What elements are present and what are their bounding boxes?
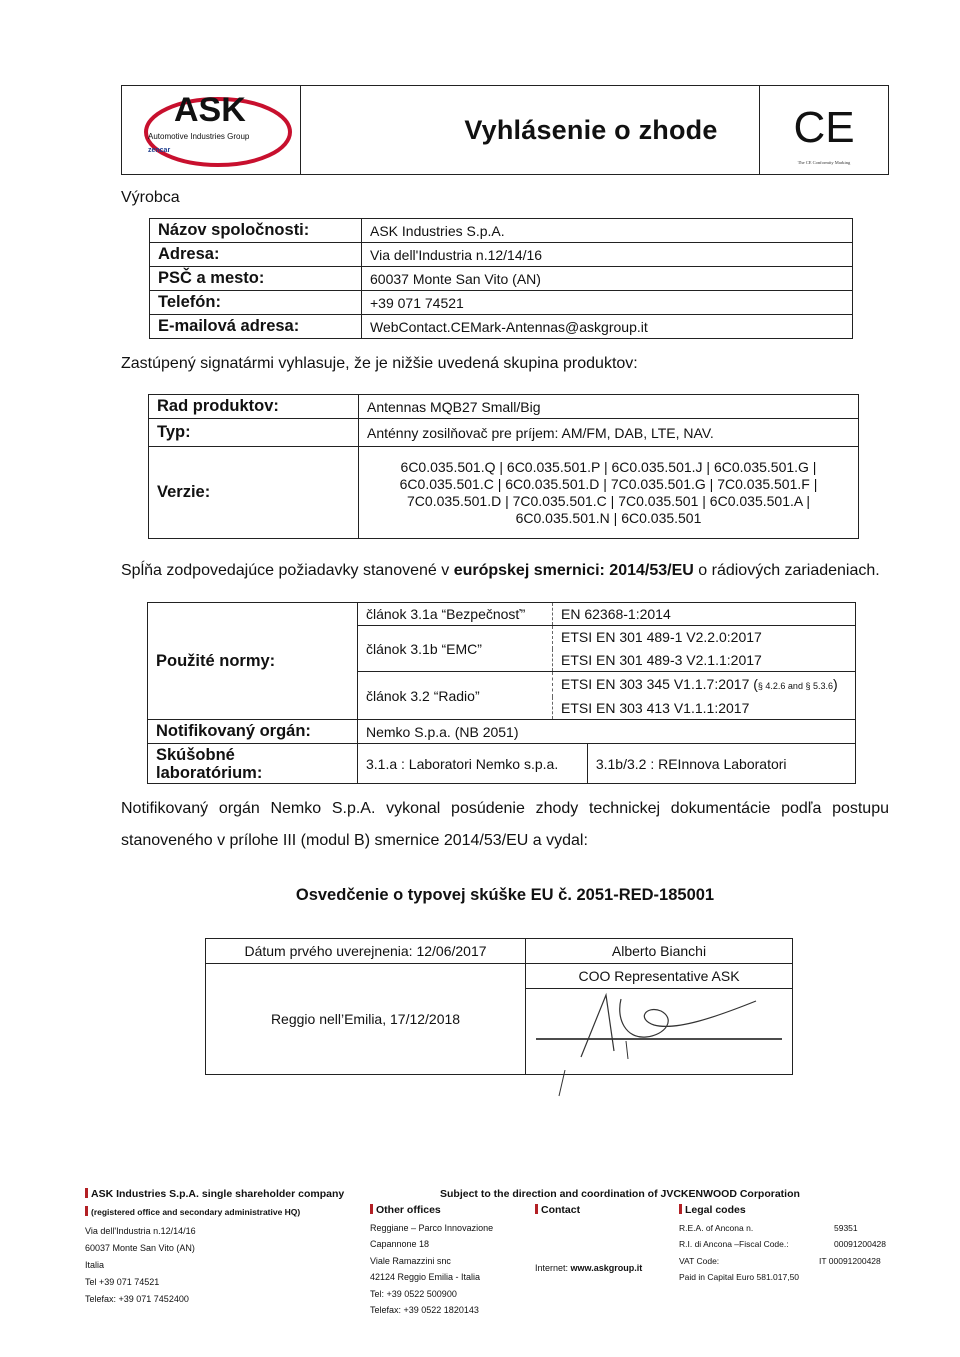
- email-value: WebContact.CEMark-Antennas@askgroup.it: [362, 315, 853, 339]
- footer-other-offices: [370, 1202, 530, 1319]
- footer-line: Viale Ramazzini snc: [370, 1255, 451, 1266]
- table-row: [150, 267, 853, 291]
- ask-logo: [122, 86, 301, 174]
- legal-value: 59351: [834, 1222, 858, 1233]
- footer-legal: [679, 1202, 894, 1286]
- table-row: [149, 447, 859, 539]
- legal-key: R.E.A. of Ancona n.: [679, 1222, 754, 1233]
- company-name-label: Názov spoločnosti:: [150, 219, 362, 243]
- ce-caption: The CE Conformity Marking: [797, 160, 851, 165]
- manufacturer-table: [149, 218, 853, 339]
- signature-tail-icon: [555, 1070, 575, 1100]
- product-table: [148, 394, 859, 539]
- compliance-prefix: Spĺňa zodpovedajúce požiadavky stanovené v: [121, 562, 450, 579]
- standard-radio-2: ETSI EN 303 413 V1.1.1:2017: [553, 697, 856, 720]
- logo-brand: zencar: [148, 147, 171, 154]
- footer-company: [85, 1186, 375, 1308]
- document-header: [121, 85, 889, 175]
- footer-legal-title: Legal codes: [685, 1204, 746, 1216]
- versions-line: 6C0.035.501.N | 6C0.035.501: [515, 509, 702, 526]
- footer-line: Reggiane – Parco Innovazione: [370, 1222, 494, 1233]
- footer-line: Telefax: +39 0522 1820143: [370, 1305, 479, 1315]
- table-row: [148, 603, 856, 626]
- footer-line: Telefax: +39 071 7452400: [85, 1294, 189, 1304]
- versions-value: [359, 447, 859, 539]
- footer-company-subtitle: (registered office and secondary administrative HQ): [91, 1206, 301, 1217]
- footer-line: Tel: +39 0522 500900: [370, 1288, 457, 1299]
- address-value: Via dell'Industria n.12/14/16: [362, 243, 853, 267]
- footer-line: 60037 Monte San Vito (AN): [85, 1243, 195, 1253]
- type-label: Typ:: [149, 419, 359, 447]
- footer-internet-label: Internet:: [535, 1262, 569, 1273]
- manufacturer-section-label: Výrobca: [121, 189, 180, 206]
- test-lab-label-line: laboratórium:: [156, 763, 263, 782]
- place-and-date: Reggio nell’Emilia, 17/12/2018: [206, 964, 526, 1075]
- logo-subtitle: Automotive Industries Group: [148, 132, 250, 141]
- table-row: [150, 315, 853, 339]
- company-name-value: ASK Industries S.p.A.: [362, 219, 853, 243]
- standard-radio-1: [553, 672, 856, 697]
- test-lab-label-line: Skúšobné: [156, 745, 235, 764]
- page-title: Vyhlásenie o zhode: [464, 114, 718, 145]
- phone-value: +39 071 74521: [362, 291, 853, 315]
- table-row: [149, 419, 859, 447]
- standard-radio-1-sections: § 4.2.6 and § 5.3.6: [757, 681, 833, 692]
- table-row: [148, 720, 856, 744]
- ask-logo-icon: [122, 86, 300, 174]
- table-row: [150, 291, 853, 315]
- legal-key: R.I. di Ancona –Fiscal Code.:: [679, 1239, 789, 1249]
- email-label: E-mailová adresa:: [150, 315, 362, 339]
- test-lab-value-2: 3.1b/3.2 : REInnova Laboratori: [587, 744, 855, 784]
- standard-radio-1-end: ): [832, 676, 838, 693]
- footer-legal-row: [679, 1236, 894, 1253]
- compliance-text: [121, 562, 880, 580]
- table-row: [149, 395, 859, 419]
- versions-line: 6C0.035.501.Q | 6C0.035.501.P | 6C0.035.501.J | 6C0.035.501.G |: [400, 458, 817, 475]
- standard-safety: EN 62368-1:2014: [553, 603, 856, 626]
- zip-city-value: 60037 Monte San Vito (AN): [362, 267, 853, 291]
- footer-contact-title: Contact: [541, 1204, 581, 1216]
- footer-legal-row: [679, 1253, 894, 1270]
- footer-legal-row: [679, 1269, 894, 1286]
- standard-emc-1: ETSI EN 301 489-1 V2.2.0:2017: [553, 626, 856, 649]
- table-row: [150, 219, 853, 243]
- ce-mark-text: CE: [793, 103, 855, 152]
- footer-line: 42124 Reggio Emilia - Italia: [370, 1272, 481, 1282]
- product-range-value: Antennas MQB27 Small/Big: [359, 395, 859, 419]
- compliance-suffix: o rádiových zariadeniach.: [698, 562, 880, 579]
- test-lab-value-1: 3.1.a : Laboratori Nemko s.p.a.: [358, 744, 588, 784]
- product-range-label: Rad produktov:: [149, 395, 359, 419]
- phone-label: Telefón:: [150, 291, 362, 315]
- signature-table: [205, 938, 793, 1075]
- standard-radio-1-main: ETSI EN 303 345 V1.1.7:2017 (: [561, 676, 758, 693]
- versions-line: 7C0.035.501.D | 7C0.035.501.C | 7C0.035.501 | 6C0.035.501.A |: [407, 492, 810, 509]
- footer-subject: [440, 1186, 800, 1204]
- footer-line: Via dell'Industria n.12/14/16: [85, 1226, 196, 1236]
- standard-emc-3: ETSI EN 301 489-3 V2.1.1:2017: [553, 649, 856, 672]
- footer-offices-title: Other offices: [376, 1204, 441, 1216]
- test-lab-label: [148, 744, 358, 784]
- notified-text-line-2: stanoveného v prílohe III (modul B) smernice 2014/53/EU a vydal:: [121, 832, 588, 849]
- legal-value: 00091200428: [834, 1239, 887, 1249]
- table-row: [206, 939, 793, 964]
- compliance-directive: európskej smernici: 2014/53/EU: [453, 562, 694, 579]
- footer-line: Tel +39 071 74521: [85, 1277, 160, 1287]
- first-publication-date: Dátum prvého uverejnenia: 12/06/2017: [206, 939, 526, 964]
- legal-value: IT 00091200428: [819, 1255, 881, 1266]
- certificate-number: Osvedčenie o typovej skúške EU č. 2051-RED-185001: [295, 886, 715, 904]
- notified-body-value: Nemko S.p.a. (NB 2051): [358, 720, 856, 744]
- notified-body-label: Notifikovaný orgán:: [148, 720, 358, 744]
- address-label: Adresa:: [150, 243, 362, 267]
- footer-company-title: ASK Industries S.p.A. single shareholder company: [91, 1188, 345, 1200]
- logo-text: ASK: [174, 91, 246, 129]
- standards-label: Použité normy:: [148, 603, 358, 720]
- footer-line: Capannone 18: [370, 1239, 430, 1249]
- signature-icon: [526, 989, 792, 1069]
- footer-line: Italia: [85, 1260, 105, 1270]
- signature-field: [526, 989, 793, 1075]
- zip-city-label: PSČ a mesto:: [150, 267, 362, 291]
- legal-key: VAT Code:: [679, 1255, 720, 1266]
- table-row: [150, 243, 853, 267]
- table-row: [148, 744, 856, 784]
- footer-subject-text: Subject to the direction and coordination of JVCKENWOOD Corporation: [440, 1188, 800, 1200]
- signer-name: Alberto Bianchi: [526, 939, 793, 964]
- article-radio: článok 3.2 “Radio”: [358, 672, 553, 720]
- footer-website-link[interactable]: www.askgroup.it: [570, 1262, 643, 1273]
- footer-contact: [535, 1202, 675, 1276]
- type-value: Anténny zosilňovač pre príjem: AM/FM, DAB, LTE, NAV.: [359, 419, 859, 447]
- footer-legal-row: [679, 1220, 894, 1237]
- versions-line: 6C0.035.501.C | 6C0.035.501.D | 7C0.035.501.G | 7C0.035.501.F |: [399, 475, 818, 492]
- article-emc: článok 3.1b “EMC”: [358, 626, 553, 672]
- declaration-text: Zastúpený signatármi vyhlasuje, že je nižšie uvedená skupina produktov:: [121, 355, 638, 372]
- ce-mark: [759, 86, 888, 174]
- standards-table: [147, 602, 856, 784]
- legal-key: Paid in Capital Euro 581.017,50: [679, 1272, 800, 1282]
- notified-text-line-1: Notifikovaný orgán Nemko S.p.A. vykonal posúdenie zhody technickej dokumentácie podľa postupu: [121, 800, 889, 817]
- ce-mark-icon: [760, 86, 888, 174]
- article-safety: článok 3.1a “Bezpečnosť”: [358, 603, 553, 626]
- table-row: [206, 964, 793, 989]
- signer-role: COO Representative ASK: [526, 964, 793, 989]
- versions-label: Verzie:: [149, 447, 359, 539]
